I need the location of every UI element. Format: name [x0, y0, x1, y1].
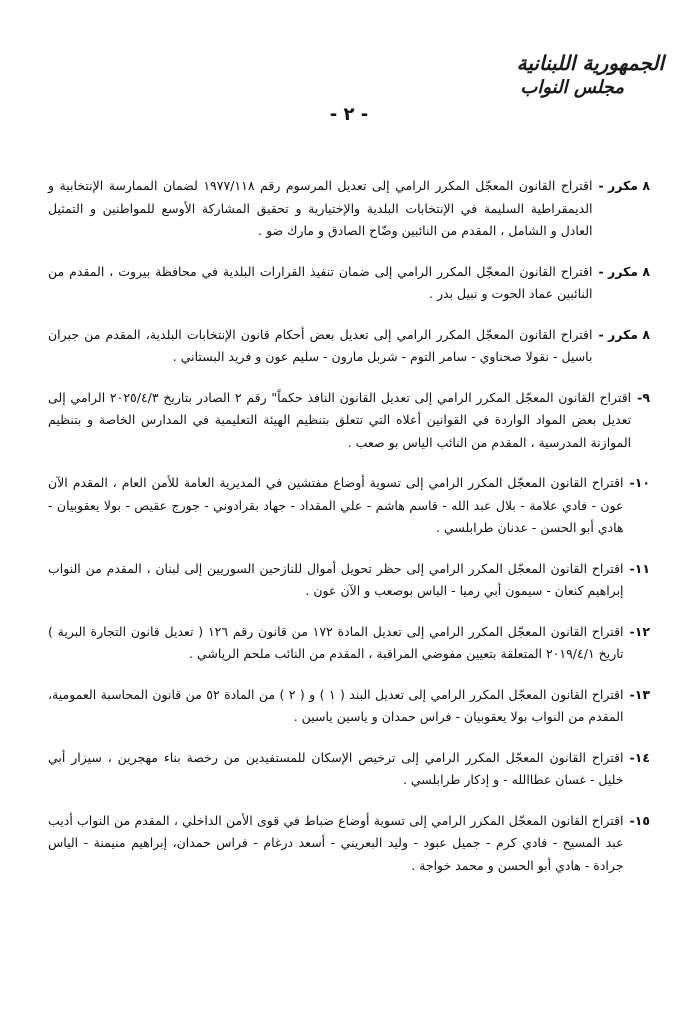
agenda-item-number: ١٣- [629, 686, 650, 702]
agenda-item [48, 747, 650, 792]
agenda-item-number: ٨ مكرر - [598, 326, 650, 342]
agenda-item-number: ١٢- [629, 623, 650, 639]
agenda-item-text: اقتراح القانون المعجّل المكرر الرامي إلى ترخيص الإسكان للمستفيدين من رخصة بناء مهجرين ، سيزار أبي خليل - غسان عطاالله - و إدكار طرابلسي . [48, 749, 624, 787]
agenda-item-text: اقتراح القانون المعجّل المكرر الرامي إلى حظر تحويل أموال للنازحين السوريين إلى لبنان ، المقدم من النواب إبراهيم كنعان - سيمون أبي رميا - الياس بوصعب و الآن عون . [48, 560, 624, 598]
agenda-item-number: ٩- [637, 389, 650, 405]
agenda-item-text: اقتراح القانون المعجّل المكرر الرامي إلى ضمان تنفيذ القرارات البلدية في محافظة بيروت ، المقدم من النائبين عماد الحوت و نبيل بدر . [48, 263, 593, 301]
agenda-item-text: اقتراح القانون المعجّل المكرر الرامي إلى تعديل بعض أحكام قانون الإنتخابات البلدية، المقدم من جبران باسيل - نقولا صحناوي - سامر التوم - شربل مارون - سليم عون و فريد البستاني . [48, 326, 593, 364]
letterhead-logo [484, 50, 664, 100]
agenda-item-text: اقتراح القانون المعجّل المكرر الرامي إلى تسوية أوضاع مفتشين في المديرية العامة للأمن العام ، المقدم الآن عون - فادي علامة - بلال عبد الله - قاسم هاشم - علي المقداد - جهاد بقرادوني - جورج عقيص - بولا يعقوبيان - هادي أبو الحسن - عدنان طرابلسي . [48, 475, 624, 535]
agenda-item [48, 621, 650, 666]
agenda-item-number: ١١- [629, 560, 650, 576]
agenda-item-text: اقتراح القانون المعجّل المكرر الرامي إلى تعديل المادة ١٧٢ من قانون رقم ١٢٦ ( تعديل قانون التجارة البرية ) تاريخ ٢٠١٩/٤/١ المتعلقة بتعيين مفوضي المراقبة ، المقدم من النائب ملحم الرياشي . [48, 623, 624, 661]
agenda-item [48, 387, 650, 455]
agenda-item-number: ٨ مكرر - [598, 263, 650, 279]
agenda-item-text: اقتراح القانون المعجّل المكرر الرامي إلى تعديل المرسوم رقم ١٩٧٧/١١٨ لضمان الممارسة الإنتخابية و الديمقراطية السليمة في الإنتخابات البلدية والإختيارية و تحقيق المشاركة الأوسع للمواطنين و التمثيل العادل و الشامل ، المقدم من النائبين وضّاح الصادق و مارك ضو . [48, 178, 593, 238]
letterhead-parliament: مجلس النواب [520, 77, 624, 98]
agenda-item [48, 558, 650, 603]
agenda-item-number: ١٠- [629, 475, 650, 490]
agenda-item [48, 810, 650, 878]
agenda-item-text: اقتراح القانون المعجّل المكرر الرامي إلى تعديل البند ( ١ ) و ( ٢ ) من المادة ٥٢ من قانون المحاسبة العمومية، المقدم من النواب بولا يعقوبيان - فراس حمدان و ياسين ياسين . [48, 686, 624, 724]
letterhead-republic: الجمهورية اللبنانية [516, 51, 664, 75]
agenda-item [48, 324, 650, 369]
page-number: - ٢ - [329, 104, 369, 125]
agenda-item-number: ٨ مكرر - [598, 178, 650, 193]
agenda-item-number: ١٤- [629, 749, 650, 765]
agenda-item-number: ١٥- [629, 812, 650, 828]
agenda-list [48, 175, 650, 877]
agenda-item-text: اقتراح القانون المعجّل المكرر الرامي إلى تسوية أوضاع ضباط في قوى الأمن الداخلي ، المقدم من النواب أديب عبد المسيح - فادي كرم - جميل عبود - وليد البعريني - أسعد درغام - فراس حمدان، إبراهيم منيمنة - الياس جرادة - هادي أبو الحسن و محمد خواجة . [48, 812, 624, 873]
agenda-item [48, 175, 650, 243]
agenda-item [48, 472, 650, 540]
agenda-item [48, 261, 650, 306]
agenda-item [48, 684, 650, 729]
agenda-item-text: اقتراح القانون المعجّل المكرر الرامي إلى تعديل القانون النافذ حكماً" رقم ٢ الصادر بتاريخ ٢٠٢٥/٤/٣ الرامي إلى تعديل بعض المواد الواردة في القوانين أعلاه التي تتعلق بتنظيم الهيئة التعليمية في المدارس الخاصة و بتنظيم الموازنة المدرسية ، المقدم من النائب الياس بو صعب . [48, 389, 632, 450]
